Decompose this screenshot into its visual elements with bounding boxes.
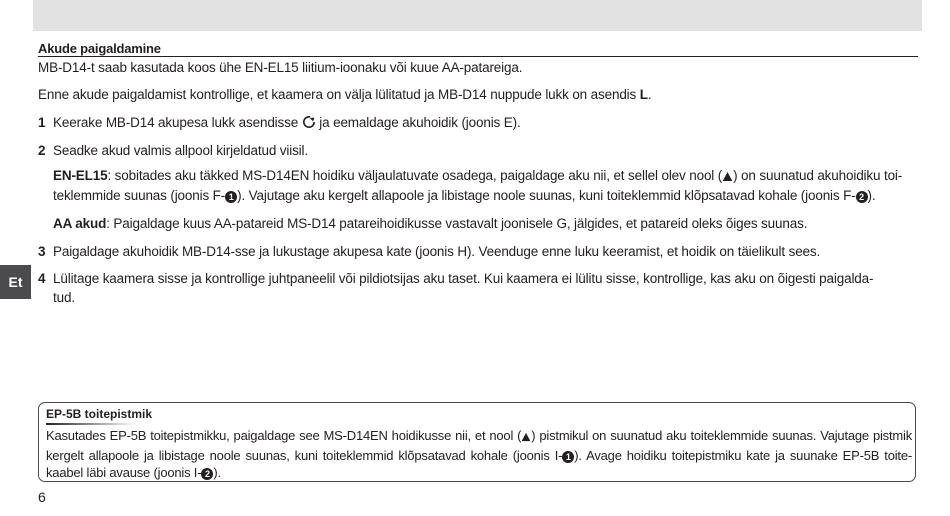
step-number: 4 xyxy=(38,271,46,286)
note-text-1: Kasutades EP-5B toitepistmikku, paigaldage see MS-D14EN hoidikusse nii, et nool ( xyxy=(46,428,522,443)
step-4-line-2: tud. xyxy=(53,290,75,305)
page-number: 6 xyxy=(38,489,46,505)
enel15-text-2b: ). Vajutage aku kergelt allapoole ja libistage noole suunas, kuni toiteklemmid klõpsatavad kohale (joonis F- xyxy=(237,188,856,203)
up-triangle-icon xyxy=(521,429,531,447)
note-box-title-rule xyxy=(46,423,136,425)
note-text-2: ) pistmikul on suunatud aku toiteklemmide suunas. Vajutage pistmik kergelt allapoole ja libistage noole suunas, kuni toiteklemmid klõpsatavad kohale (joonis I- xyxy=(46,428,912,463)
aa-label: AA akud xyxy=(53,216,107,231)
up-triangle-icon xyxy=(722,168,733,188)
step-4-line-1: Lülitage kaamera sisse ja kontrollige juhtpaneelil või pildiotsijas aku taset. Kui kaamera ei lülitu sisse, kontrollige, kas aku on õigesti paigalda- xyxy=(53,271,874,286)
circled-number-2: 2 xyxy=(856,191,868,203)
note-box-title: EP-5B toitepistmik xyxy=(46,407,153,421)
top-header-band xyxy=(33,0,922,31)
enel15-text-2c: ). xyxy=(867,188,876,203)
lock-position-label: L xyxy=(639,87,648,102)
circled-number-2: 2 xyxy=(201,468,213,480)
section-title-rule xyxy=(38,56,918,57)
lock-release-icon xyxy=(302,115,316,135)
step-1-text-before: Keerake MB-D14 akupesa lukk asendisse xyxy=(53,115,302,130)
step-3-text: Paigaldage akuhoidik MB-D14-sse ja lukustage akupesa kate (joonis H). Veenduge enne luku keeramist, et hoidik on täielikult sees. xyxy=(53,244,821,259)
enel15-label: EN-EL15 xyxy=(53,168,108,183)
aa-text: : Paigaldage kuus AA-patareid MS-D14 patareihoidikusse vastavalt joonisele G, jälgides, et patareid oleks õiges suunas. xyxy=(106,216,808,231)
pre-install-text: Enne akude paigaldamist kontrollige, et kaamera on välja lülitatud ja MB-D14 nuppude lukk on asendis xyxy=(38,87,640,102)
circled-number-1: 1 xyxy=(562,451,574,463)
pre-install-end: . xyxy=(647,87,652,102)
enel15-line-2 xyxy=(53,186,876,206)
circled-number-1: 1 xyxy=(225,191,237,203)
language-tab-label: Et xyxy=(8,274,23,290)
language-tab xyxy=(0,265,31,299)
enel15-text-1a: : sobitades aku täkked MS-D14EN hoidiku väljaulatuvate osadega, paigaldage aku nii, et sellel olev nool ( xyxy=(107,168,723,183)
pre-install-paragraph xyxy=(38,85,651,105)
enel15-text-2a: teklemmide suunas (joonis F- xyxy=(53,188,226,203)
aa-paragraph xyxy=(53,214,807,234)
enel15-line-1 xyxy=(53,166,902,188)
step-1-text-after: ja eemaldage akuhoidik (joonis E). xyxy=(315,115,521,130)
step-number: 3 xyxy=(38,244,46,259)
note-box-text xyxy=(46,427,912,482)
section-title: Akude paigaldamine xyxy=(38,41,161,56)
enel15-text-1b: ) on suunatud akuhoidiku toi- xyxy=(733,168,903,183)
step-number: 1 xyxy=(38,115,46,130)
note-text-3: ). Avage hoidiku toitepistmiku kate ja suunake EP-5B toite-kaabel läbi avause (joonis I- xyxy=(46,447,912,480)
note-text-4: ). xyxy=(213,465,221,480)
step-1-text xyxy=(53,113,521,135)
step-2-text: Seadke akud valmis allpool kirjeldatud viisil. xyxy=(53,143,308,158)
step-number: 2 xyxy=(38,143,46,158)
intro-paragraph: MB-D14-t saab kasutada koos ühe EN-EL15 liitium-ioonaku või kuue AA-patareiga. xyxy=(38,60,523,75)
